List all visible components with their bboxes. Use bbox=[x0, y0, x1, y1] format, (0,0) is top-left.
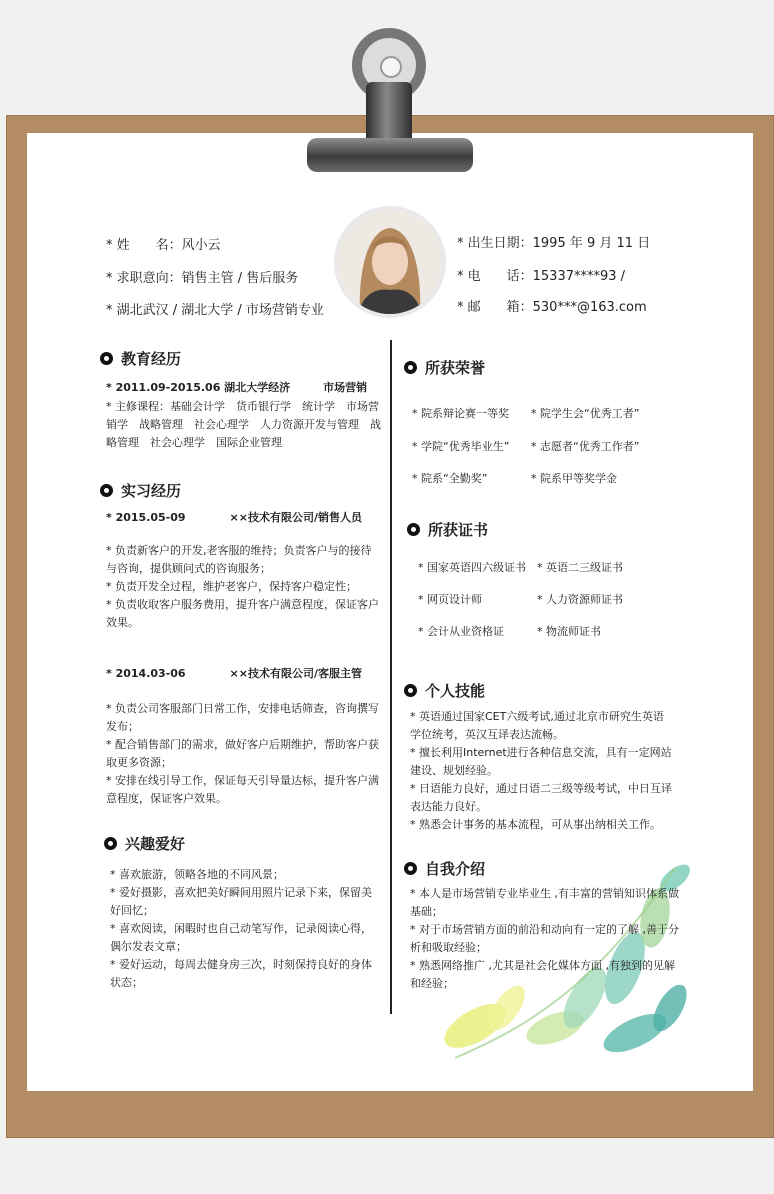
location-row: * 湖北武汉 / 湖北大学 / 市场营销专业 bbox=[106, 303, 324, 318]
hobbies-title: 兴趣爱好 bbox=[125, 835, 186, 853]
intro-title: 自我介绍 bbox=[425, 860, 486, 878]
cert-item: * 国家英语四六级证书 bbox=[418, 561, 526, 574]
internship-heading bbox=[100, 480, 181, 501]
job1-header: * 2015.05-09 ××技术有限公司/销售人员 bbox=[106, 511, 363, 524]
honor-item: * 院学生会“优秀工者” bbox=[531, 407, 640, 420]
clip-base bbox=[307, 138, 473, 172]
job1-desc: * 负责新客户的开发,老客服的维持；负责客户与的接待与咨询，提供顾问式的咨询服务； * 负责开发全过程，维护老客户，保持客户稳定性； * 负责收取客户服务费用，提升客户满意程度，保证客户效果。 bbox=[106, 544, 379, 629]
section-bullet-icon bbox=[404, 361, 417, 374]
hobbies-heading bbox=[104, 833, 185, 854]
section-bullet-icon bbox=[100, 352, 113, 365]
cert-item: * 会计从业资格证 bbox=[418, 625, 504, 638]
name-label: * 姓 名： bbox=[106, 238, 182, 253]
column-divider bbox=[390, 340, 392, 1014]
honor-item: * 院系甲等奖学金 bbox=[531, 472, 617, 485]
honors-heading bbox=[404, 357, 485, 378]
avatar bbox=[334, 206, 446, 318]
section-bullet-icon bbox=[104, 837, 117, 850]
honor-item: * 志愿者“优秀工作者” bbox=[531, 440, 640, 453]
intro-desc: * 本人是市场营销专业毕业生 ,有丰富的营销知识体系做基础； * 对于市场营销方面的前沿和动向有一定的了解 ,善于分析和吸取经验； * 熟悉网络推广 ,尤其是社会化媒体方面 ,有独到的见解和经验； bbox=[410, 887, 679, 990]
job2-desc: * 负责公司客服部门日常工作，安排电话筛查，咨询撰写发布； * 配合销售部门的需求，做好客户后期维护，帮助客户获取更多资源； * 安排在线引导工作，保证每天引导量达标，提升客户满意程度，保证客户效果。 bbox=[106, 702, 379, 805]
skills-title: 个人技能 bbox=[425, 682, 486, 700]
phone-row: * 电 话：15337****93 / bbox=[457, 269, 626, 284]
skills-heading bbox=[404, 680, 485, 701]
intro-heading bbox=[404, 858, 485, 879]
hobbies-desc: * 喜欢旅游，领略各地的不同风景； * 爱好摄影，喜欢把美好瞬间用照片记录下来，保留美好回忆； * 喜欢阅读，闲暇时也自己动笔写作，记录阅读心得，偶尔发表文章； * 爱好运动，每周去健身房三次，时刻保持良好的身体状态； bbox=[110, 868, 372, 989]
skills-desc: * 英语通过国家CET六级考试,通过北京市研究生英语学位统考，英汉互译表达流畅。 * 擅长利用Internet进行各种信息交流，具有一定网站建设、规划经验。 * 日语能力良好，通过日语二三级等级考试，中日互译表达能力良好。 * 熟悉会计事务的基本流程，可从事出纳相关工作。 bbox=[410, 710, 672, 831]
cert-item: * 英语二三级证书 bbox=[537, 561, 623, 574]
education-courses: * 主修课程：基础会计学 货币银行学 统计学 市场营销学 战略管理 社会心理学 人力资源开发与管理 战略管理 社会心理学 国际企业管理 bbox=[106, 400, 381, 449]
job2-header: * 2014.03-06 ××技术有限公司/客服主管 bbox=[106, 667, 363, 680]
intent-row: * 求职意向：销售主管 / 售后服务 bbox=[106, 271, 299, 286]
birth-row: * 出生日期：1995 年 9 月 11 日 bbox=[457, 236, 651, 251]
section-bullet-icon bbox=[100, 484, 113, 497]
section-bullet-icon bbox=[404, 684, 417, 697]
cert-item: * 物流师证书 bbox=[537, 625, 601, 638]
cert-item: * 网页设计师 bbox=[418, 593, 482, 606]
honor-item: * 院系“全勤奖” bbox=[412, 472, 488, 485]
honors-title: 所获荣誉 bbox=[425, 359, 486, 377]
cert-item: * 人力资源师证书 bbox=[537, 593, 623, 606]
education-line: * 2011.09-2015.06 湖北大学经济 市场营销 bbox=[106, 381, 368, 394]
education-heading bbox=[100, 348, 181, 369]
section-bullet-icon bbox=[404, 862, 417, 875]
email-row: * 邮 箱：530***@163.com bbox=[457, 300, 647, 315]
internship-title: 实习经历 bbox=[121, 482, 182, 500]
honor-item: * 学院“优秀毕业生” bbox=[412, 440, 510, 453]
honor-item: * 院系辩论赛一等奖 bbox=[412, 407, 509, 420]
section-bullet-icon bbox=[407, 523, 420, 536]
certs-heading bbox=[407, 519, 488, 540]
certs-title: 所获证书 bbox=[428, 521, 489, 539]
education-title: 教育经历 bbox=[121, 350, 182, 368]
name-value: 风小云 bbox=[181, 238, 221, 253]
name-row bbox=[106, 239, 221, 253]
